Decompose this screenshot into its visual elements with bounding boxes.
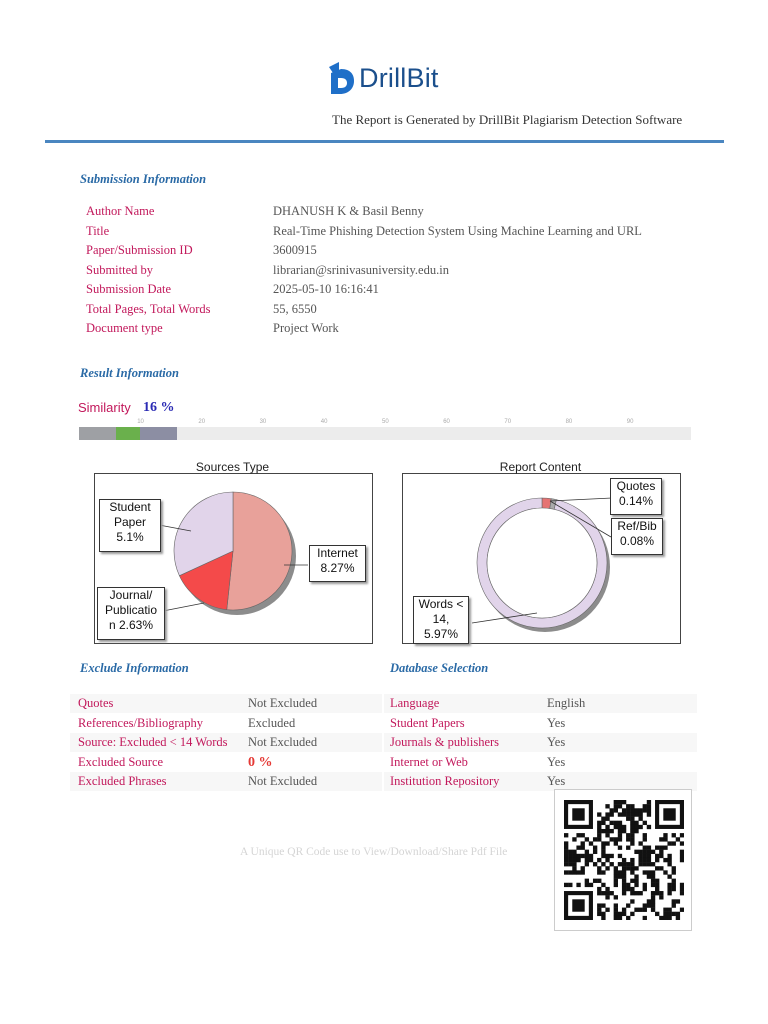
row-label: Excluded Phrases: [78, 774, 167, 788]
qr-code-box[interactable]: [554, 789, 692, 931]
row-value: Yes: [547, 754, 566, 769]
callout-journal: [97, 587, 165, 640]
row-label: Internet or Web: [390, 754, 468, 769]
callout-text: Publicatio: [104, 603, 158, 617]
row-label: Submitted by: [86, 262, 154, 277]
scale-tick-label: 30: [259, 419, 267, 425]
exclude-heading: Exclude Information: [80, 661, 189, 675]
similarity-bar-highlight: [116, 427, 140, 440]
row-value: 2025-05-10 16:16:41: [273, 282, 379, 296]
qr-code-icon[interactable]: [564, 800, 684, 920]
row-value: 55, 6550: [273, 301, 317, 316]
row-label: Submission Date: [86, 282, 172, 296]
callout-student-paper: [99, 499, 161, 552]
similarity-bar-segment: [140, 427, 177, 440]
row-label: Author Name: [86, 204, 155, 218]
callout-quotes: [610, 478, 662, 515]
row-value: DHANUSH K & Basil Benny: [273, 204, 424, 218]
row-label: Quotes: [78, 696, 114, 710]
callout-text: 0.08%: [619, 534, 655, 548]
row-label: Excluded Source: [78, 754, 164, 769]
scale-tick-label: 90: [626, 419, 634, 425]
table-row: [70, 694, 382, 713]
row-label: Institution Repository: [390, 774, 500, 788]
row-value: Project Work: [273, 321, 339, 335]
callout-text: Student: [109, 500, 151, 514]
callout-text: Journal/: [109, 588, 153, 602]
generated-by-text: The Report is Generated by DrillBit Plagiarism Detection Software: [332, 112, 683, 127]
callout-text: Words <: [418, 597, 464, 611]
row-value: 0 %: [248, 754, 273, 770]
row-value: Excluded: [248, 715, 296, 730]
drillbit-logo-icon: [327, 61, 355, 95]
callout-text: Ref/Bib: [617, 519, 657, 533]
submission-heading: Submission Information: [80, 172, 207, 186]
callout-internet: [309, 545, 366, 582]
row-value: Not Excluded: [248, 774, 318, 788]
row-label: Journals & publishers: [390, 735, 500, 749]
row-label: Source: Excluded < 14 Words: [78, 735, 228, 749]
callout-words: [413, 596, 469, 644]
row-label: Document type: [86, 321, 163, 335]
row-label: Title: [86, 223, 110, 238]
callout-leader-line: [163, 603, 204, 611]
callout-text: Internet: [317, 546, 358, 560]
row-value: Real-Time Phishing Detection System Using Machine Learning and URL: [273, 223, 642, 238]
callout-text: 5.1%: [116, 530, 144, 544]
similarity-bar: [79, 427, 691, 440]
callout-text: 14,: [432, 612, 450, 626]
database-heading: Database Selection: [390, 661, 489, 675]
scale-tick-label: 60: [443, 419, 450, 425]
callout-text: Paper: [113, 515, 147, 529]
report-content-title: Report Content: [499, 460, 582, 474]
scale-tick-label: 70: [504, 419, 512, 425]
row-label: Paper/Submission ID: [86, 243, 193, 257]
header-divider: [45, 140, 724, 143]
scale-tick-label: 10: [137, 419, 144, 425]
callout-text: 5.97%: [423, 627, 459, 641]
row-value: librarian@srinivasuniversity.edu.in: [273, 262, 449, 277]
row-label: References/Bibliography: [78, 715, 203, 730]
row-label: Language: [390, 696, 440, 710]
scale-tick-label: 80: [565, 419, 573, 425]
scale-tick-label: 20: [198, 419, 206, 425]
callout-leader-line: [550, 498, 612, 501]
callout-text: Quotes: [616, 479, 656, 493]
callout-refbib: [611, 518, 663, 555]
result-heading: Result Information: [80, 366, 179, 380]
row-label: Total Pages, Total Words: [86, 301, 211, 316]
row-value: English: [547, 696, 586, 710]
scale-tick-label: 40: [320, 419, 328, 425]
similarity-label: Similarity: [78, 400, 131, 415]
callout-text: 8.27%: [320, 561, 355, 575]
similarity-value: 16 %: [143, 400, 175, 415]
row-value: Yes: [547, 715, 566, 730]
row-value: Yes: [547, 774, 566, 788]
row-value: 3600915: [273, 243, 317, 257]
callout-text: 0.14%: [618, 494, 654, 508]
qr-code-note: A Unique QR Code use to View/Download/Share Pdf File: [240, 846, 508, 858]
row-value: Yes: [547, 735, 566, 749]
row-value: Not Excluded: [248, 735, 318, 749]
row-value: Not Excluded: [248, 696, 318, 710]
sources-type-title: Sources Type: [195, 460, 270, 474]
row-label: Student Papers: [390, 715, 465, 730]
drillbit-logo: [327, 60, 439, 96]
donut-hole: [487, 508, 597, 618]
brand-name: DrillBit: [359, 62, 439, 93]
callout-text: n 2.63%: [108, 618, 154, 632]
scale-tick-label: 50: [382, 419, 389, 425]
